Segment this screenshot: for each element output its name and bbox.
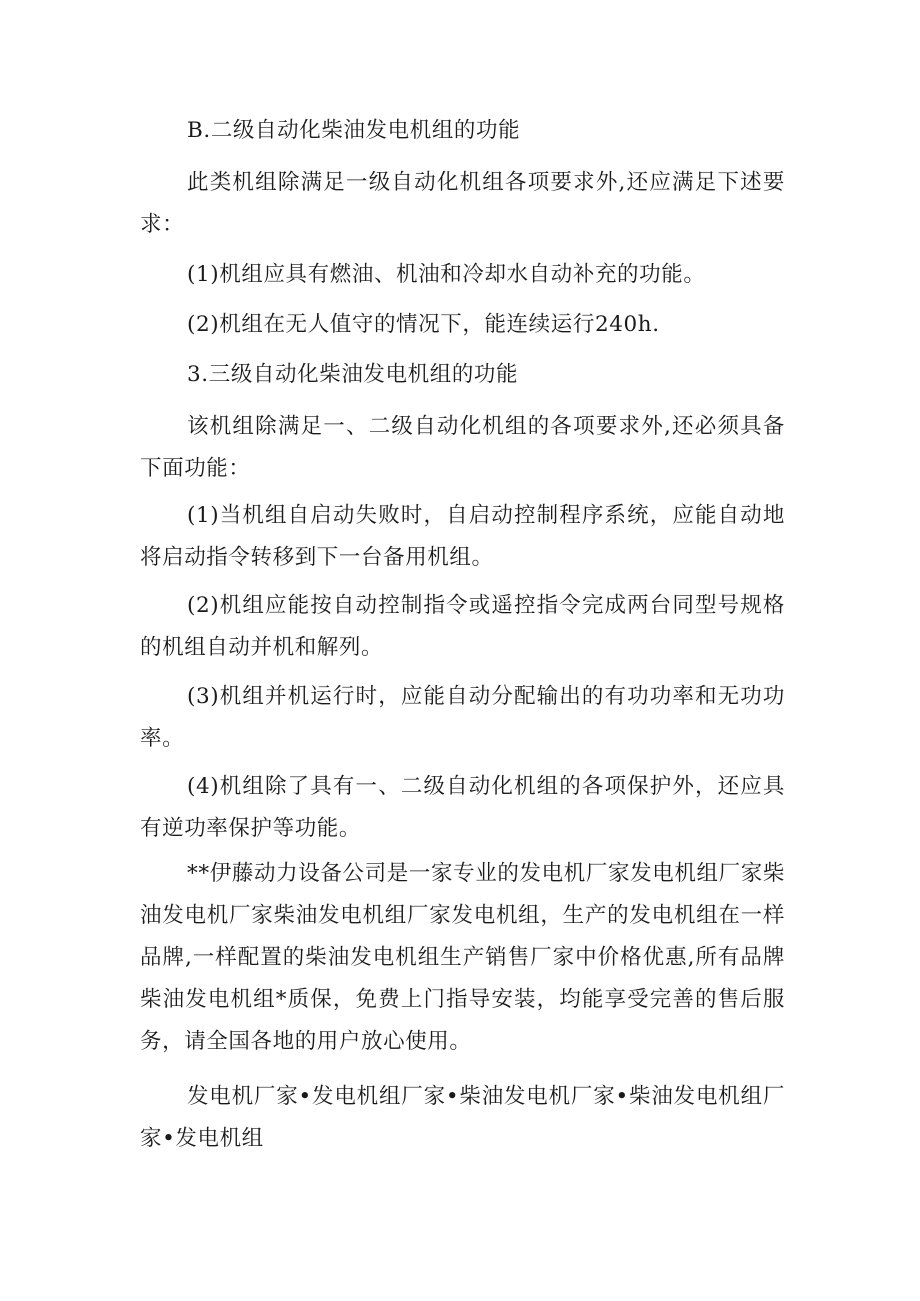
paragraph-level3-item-3: (3)机组并机运行时，应能自动分配输出的有功功率和无功功率。 <box>140 684 785 751</box>
paragraph-level2-item-2: (2)机组在无人值守的情况下，能连续运行240h. <box>187 312 660 337</box>
paragraph-keywords: 发电机厂家•发电机组厂家•柴油发电机厂家•柴油发电机组厂家•发电机组 <box>140 1084 785 1151</box>
paragraph-intro-level2: 此类机组除满足一级自动化机组各项要求外,还应满足下述要求： <box>140 170 785 237</box>
section-heading-3: 3.三级自动化柴油发电机组的功能 <box>187 362 519 387</box>
paragraph-level2-item-1: (1)机组应具有燃油、机油和冷却水自动补充的功能。 <box>187 262 706 287</box>
paragraph-level3-item-1: (1)当机组自启动失败时，自启动控制程序系统，应能自动地将启动指令转移到下一台备用机组。 <box>140 503 785 570</box>
section-heading-b: B.二级自动化柴油发电机组的功能 <box>187 118 521 143</box>
paragraph-level3-item-2: (2)机组应能按自动控制指令或遥控指令完成两台同型号规格的机组自动并机和解列。 <box>140 593 785 660</box>
paragraph-level3-item-4: (4)机组除了具有一、二级自动化机组的各项保护外，还应具有逆功率保护等功能。 <box>140 774 785 841</box>
paragraph-company-info: **伊藤动力设备公司是一家专业的发电机厂家发电机组厂家柴油发电机厂家柴油发电机组厂家发电机组，生产的发电机组在一样品牌,一样配置的柴油发电机组生产销售厂家中价格优惠,所有品牌柴油发电机组*质保，免费上门指导安装，均能享受完善的售后服务，请全国各地的用户放心使用。 <box>140 861 785 1054</box>
paragraph-intro-level3: 该机组除满足一、二级自动化机组的各项要求外,还必须具备下面功能： <box>140 414 785 481</box>
